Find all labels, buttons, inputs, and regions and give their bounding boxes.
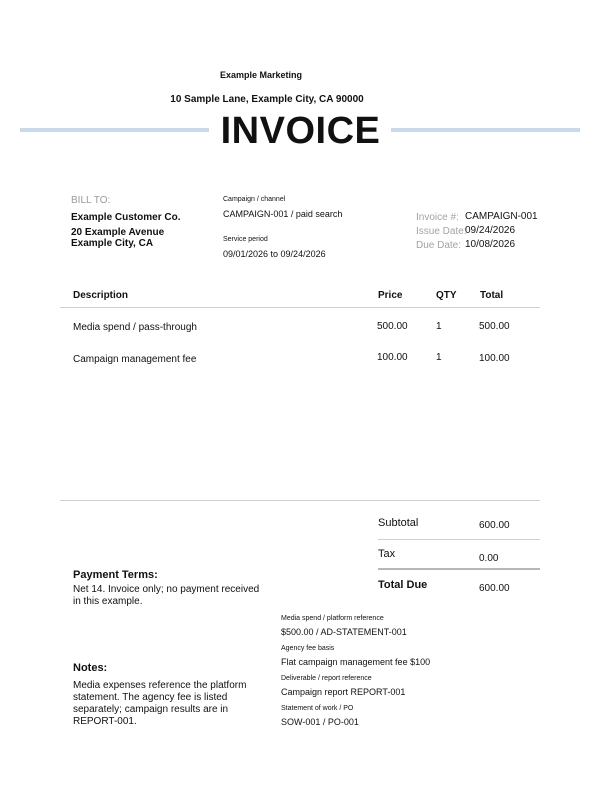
row-qty: 1 — [436, 321, 442, 332]
service-period-value: 09/01/2026 to 09/24/2026 — [223, 249, 326, 259]
notes-title: Notes: — [73, 662, 108, 674]
subtotal-label: Subtotal — [378, 517, 419, 529]
service-period-label: Service period — [223, 236, 268, 243]
invoice-title: INVOICE — [220, 110, 381, 152]
invoice-number-label: Invoice #: — [416, 212, 459, 223]
reference-value: Flat campaign management fee $100 — [281, 657, 431, 667]
notes-body: Media expenses reference the platform statement. The agency fee is listed separately; campaign results are in REPORT-001. — [73, 680, 247, 727]
invoice-number-value: CAMPAIGN-001 — [465, 211, 538, 222]
reference-label: Agency fee basis — [281, 645, 335, 652]
column-header-price: Price — [378, 290, 403, 301]
column-header-total: Total — [480, 290, 504, 301]
tax-divider — [378, 568, 540, 570]
bill-to-city: Example City, CA — [71, 238, 154, 249]
reference-value: $500.00 / AD-STATEMENT-001 — [281, 627, 407, 637]
row-price: 100.00 — [377, 352, 408, 363]
tax-label: Tax — [378, 548, 396, 560]
totals-divider — [60, 500, 540, 501]
payment-terms-title: Payment Terms: — [73, 569, 158, 581]
due-date-value: 10/08/2026 — [465, 239, 516, 250]
total-due-value: 600.00 — [479, 583, 510, 594]
subtotal-value: 600.00 — [479, 520, 510, 531]
bill-to-name: Example Customer Co. — [71, 212, 181, 223]
row-total: 100.00 — [479, 353, 510, 364]
reference-value: Campaign report REPORT-001 — [281, 687, 406, 697]
column-header-qty: QTY — [436, 290, 457, 301]
total-due-label: Total Due — [378, 579, 428, 591]
row-description: Campaign management fee — [73, 354, 197, 365]
bill-to-street: 20 Example Avenue — [71, 227, 165, 238]
campaign-channel-value: CAMPAIGN-001 / paid search — [223, 209, 343, 219]
reference-label: Media spend / platform reference — [281, 615, 384, 622]
row-total: 500.00 — [479, 321, 510, 332]
title-rule-right — [391, 128, 580, 132]
title-rule-left — [20, 128, 209, 132]
payment-terms-body: Net 14. Invoice only; no payment received in this example. — [73, 584, 260, 607]
issue-date-value: 09/24/2026 — [465, 225, 516, 236]
company-name: Example Marketing — [219, 70, 303, 80]
row-qty: 1 — [436, 352, 442, 363]
table-header-divider — [60, 307, 540, 308]
bill-to-label: BILL TO: — [71, 195, 111, 206]
reference-label: Statement of work / PO — [281, 705, 354, 712]
campaign-channel-label: Campaign / channel — [223, 196, 286, 203]
column-header-description: Description — [73, 290, 129, 301]
tax-value: 0.00 — [479, 553, 499, 564]
reference-value: SOW-001 / PO-001 — [281, 717, 359, 727]
reference-label: Deliverable / report reference — [281, 675, 372, 682]
subtotal-divider — [378, 539, 540, 540]
due-date-label: Due Date: — [416, 240, 462, 251]
company-address: 10 Sample Lane, Example City, CA 90000 — [170, 94, 364, 105]
issue-date-label: Issue Date: — [416, 226, 467, 237]
row-price: 500.00 — [377, 321, 408, 332]
row-description: Media spend / pass-through — [73, 322, 197, 333]
